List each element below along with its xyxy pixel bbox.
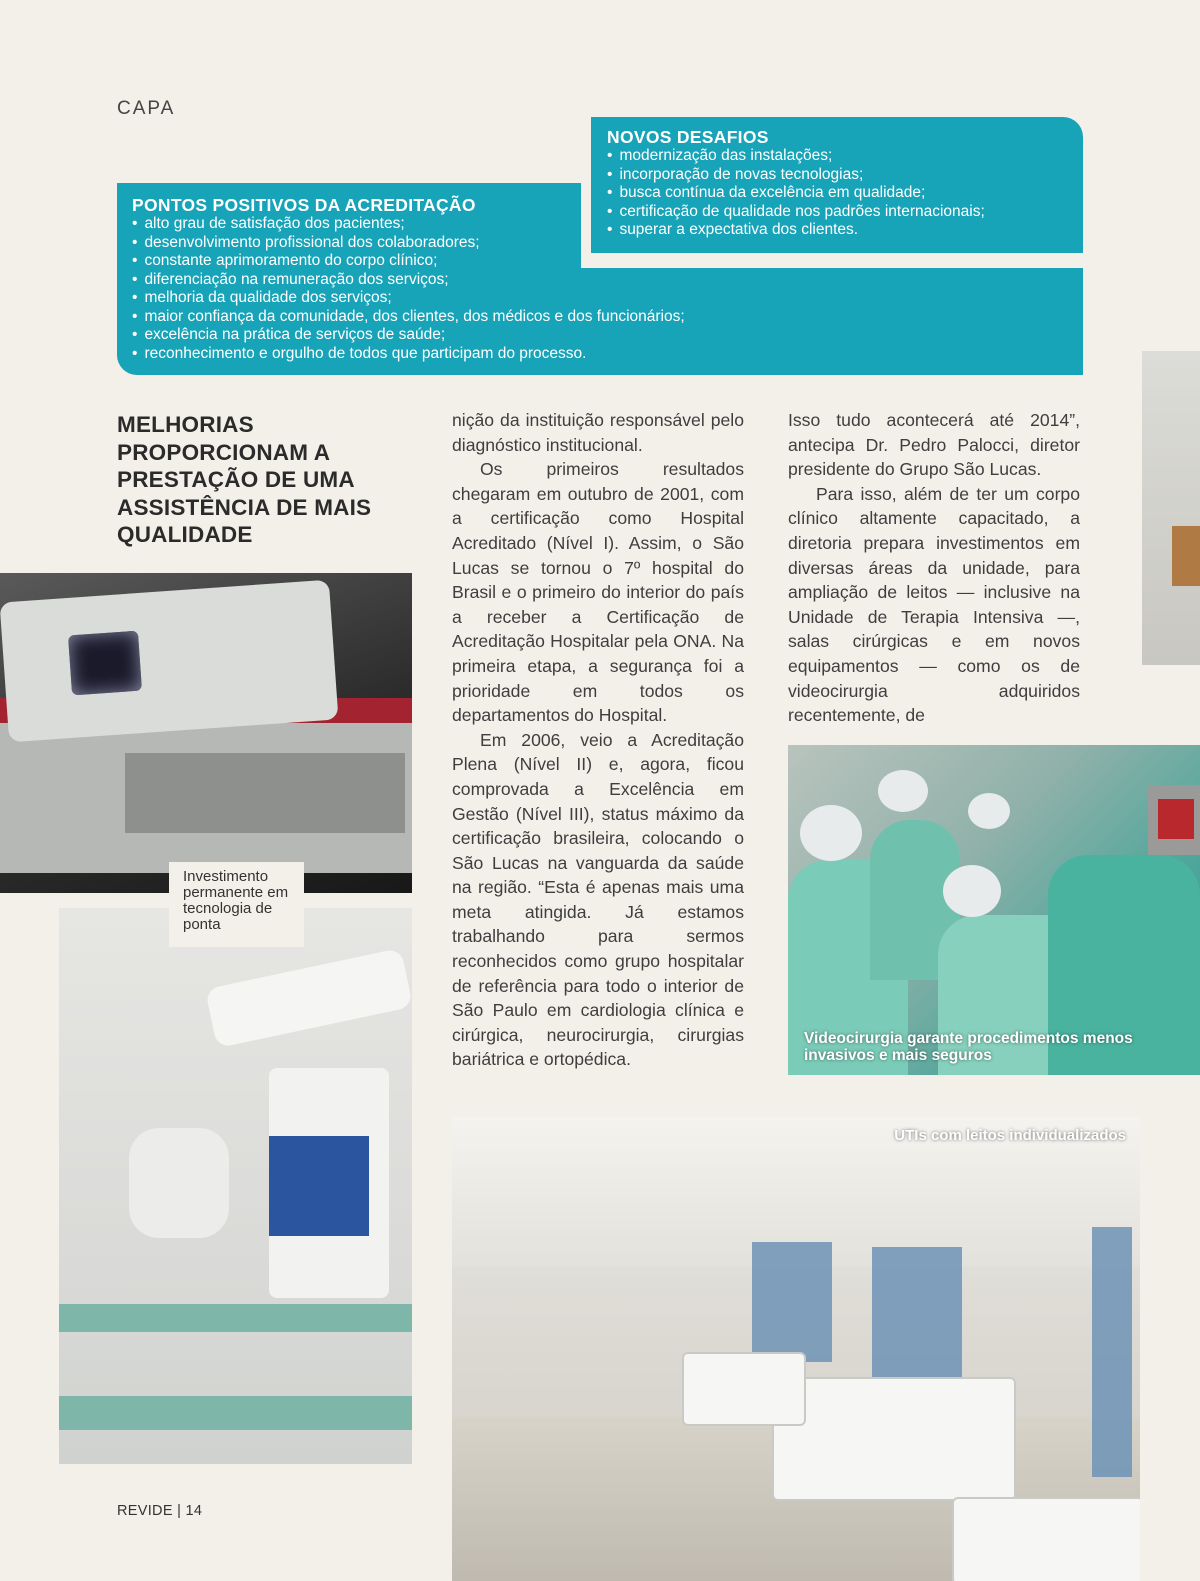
list-item: • constante aprimoramento do corpo clínico;	[132, 252, 685, 271]
bed-curtain	[752, 1242, 832, 1362]
microscope-arm	[205, 948, 412, 1048]
surgeon-cap	[878, 770, 928, 812]
paragraph: Em 2006, veio a Acreditação Plena (Nível II) e, agora, ficou comprovada a Excelência em Gestão (Nível III), status máximo da certificação brasileira, colocando o São Lucas na vanguarda da saúde na região. “Esta é apenas mais uma meta atingida. Já estamos trabalhando para sermos reconhecidos como grupo hospitalar de referência para todo o interior de São Paulo em cardiologia clínica e cirúrgica, neurocirurgia, cirurgias bariátrica e ortopédica.	[452, 729, 744, 1070]
equipment-button-panel	[125, 753, 405, 833]
caption-videocirurgia: Videocirurgia garante procedimentos menos invasivos e mais seguros	[804, 1030, 1133, 1064]
pontos-positivos-title: PONTOS POSITIVOS DA ACREDITAÇÃO	[132, 195, 476, 215]
list-item: • reconhecimento e orgulho de todos que participam do processo.	[132, 345, 685, 364]
list-item: • busca contínua da excelência em qualidade;	[607, 184, 1083, 203]
article-column-3	[788, 408, 1080, 728]
paragraph: Isso tudo acontecerá até 2014”, antecipa Dr. Pedro Palocci, diretor presidente do Grupo São Lucas.	[788, 410, 1080, 480]
caption-uti: UTIs com leitos individualizados	[894, 1127, 1126, 1144]
photo-surgical-microscope	[59, 908, 412, 1464]
photo-side-cropped	[1142, 351, 1200, 665]
list-item: • desenvolvimento profissional dos colaboradores;	[132, 234, 685, 253]
microscope-control-panel	[269, 1136, 369, 1236]
bed-curtain	[1092, 1227, 1132, 1477]
list-item: • melhoria da qualidade dos serviços;	[132, 289, 685, 308]
hospital-bed	[952, 1497, 1140, 1581]
list-item: • alto grau de satisfação dos pacientes;	[132, 215, 685, 234]
hospital-bed	[682, 1352, 806, 1426]
page-footer: REVIDE | 14	[117, 1503, 203, 1519]
surgeon-cap	[943, 865, 1001, 917]
photo-uti-ward	[452, 1117, 1140, 1581]
list-item: • diferenciação na remuneração dos serviços;	[132, 271, 685, 290]
paragraph: Os primeiros resultados chegaram em outubro de 2001, com a certificação como Hospital Acreditado (Nível I). Assim, o São Lucas se tornou o 7º hospital do Brasil e o primeiro do interior do país a receber a Certificação de Acreditação Hospitalar pela ONA. Na primeira etapa, a segurança foi a prioridade em todos os departamentos do Hospital.	[452, 459, 744, 726]
side-photo-detail	[1172, 526, 1200, 586]
paragraph: nição da instituição responsável pelo diagnóstico institucional.	[452, 410, 744, 455]
bed-curtain	[872, 1247, 962, 1387]
surgery-monitor	[1148, 785, 1200, 855]
wall-stripe	[59, 1396, 412, 1430]
pontos-positivos-list	[132, 215, 685, 363]
article-headline: MELHORIAS PROPORCIONAM A PRESTAÇÃO DE UMA ASSISTÊNCIA DE MAIS QUALIDADE	[117, 412, 372, 547]
microscope-head	[129, 1128, 229, 1238]
equipment-screen	[68, 631, 142, 696]
novos-desafios-title: NOVOS DESAFIOS	[607, 127, 769, 147]
equipment-upper-unit	[0, 580, 338, 743]
caption-tecnologia: Investimento permanente em tecnologia de ponta	[169, 862, 304, 947]
list-item: • excelência na prática de serviços de saúde;	[132, 326, 685, 345]
article-column-2	[452, 408, 744, 1072]
paragraph: Para isso, além de ter um corpo clínico altamente capacitado, a diretoria prepara investimentos em diversas áreas da unidade, para ampliação de leitos — inclusive na Unidade de Terapia Intensiva —, salas cirúrgicas e em novos equipamentos — como os de videocirurgia adquiridos recentemente, de	[788, 483, 1080, 726]
photo-video-equipment	[0, 573, 412, 893]
surgeon-cap	[800, 805, 862, 861]
section-label: CAPA	[117, 98, 176, 119]
list-item: • certificação de qualidade nos padrões internacionais;	[607, 203, 1083, 222]
hospital-bed	[772, 1377, 1016, 1501]
list-item: • maior confiança da comunidade, dos clientes, dos médicos e dos funcionários;	[132, 308, 685, 327]
pontos-positivos-content	[132, 195, 685, 363]
surgeon-cap	[968, 793, 1010, 829]
list-item: • incorporação de novas tecnologias;	[607, 166, 1083, 185]
photo-videosurgery	[788, 745, 1200, 1075]
list-item: • modernização das instalações;	[607, 147, 1083, 166]
wall-stripe	[59, 1304, 412, 1332]
list-item: • superar a expectativa dos clientes.	[607, 221, 1083, 240]
